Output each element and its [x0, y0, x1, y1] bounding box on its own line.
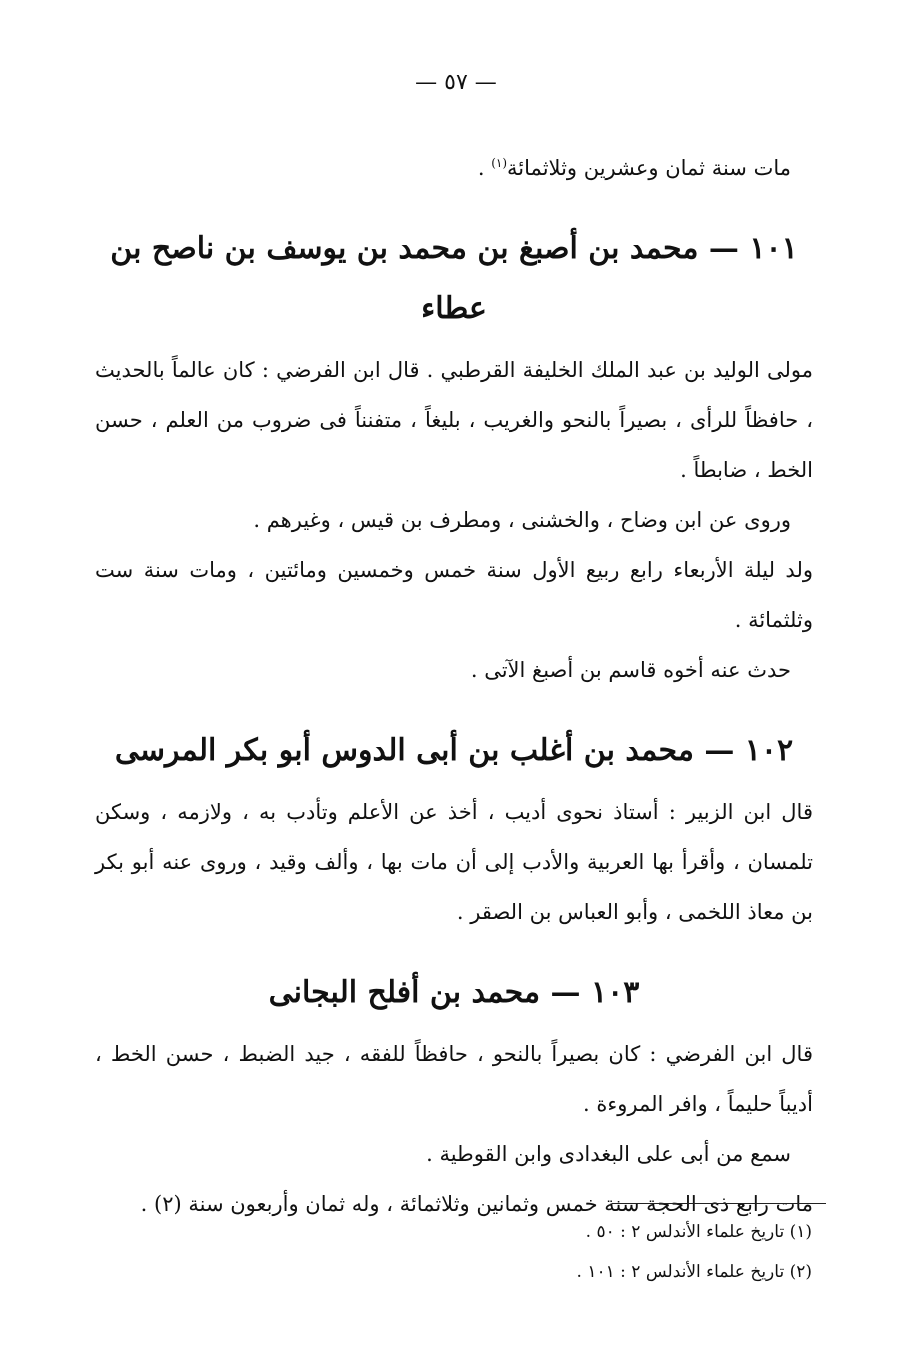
footnote-1: (١) تاريخ علماء الأندلس ٢ : ٥٠ .	[585, 1222, 812, 1242]
entry-heading-102: ١٠٢ — محمد بن أغلب بن أبى الدوس أبو بكر المرسى	[114, 733, 794, 768]
entry-102-para-1: قال ابن الزبير : أستاذ نحوى أديب ، أخذ عن الأعلم وتأدب به ، ولازمه ، وسكن تلمسان ، وأقرأ بها العربية والأدب إلى أن مات بها ، وألف وقيد ، وروى عنه أبو بكر بن معاذ اللخمى ، وأبو العباس بن الصقر .	[95, 800, 813, 924]
intro-end: .	[477, 156, 492, 180]
footnote-divider	[612, 1203, 826, 1204]
entry-103-para-3: مات رابع ذى الحجة سنة خمس وثمانين وثلاثمائة ، وله ثمان وأربعون سنة (٢) .	[140, 1192, 813, 1216]
entry-heading-101: ١٠١ — محمد بن أصبغ بن محمد بن يوسف بن ناصح بن عطاء	[110, 231, 798, 326]
entry-103-para-1: قال ابن الفرضي : كان بصيراً بالنحو ، حافظاً للفقه ، جيد الضبط ، حسن الخط ، أديباً حليماً ، وافر المروءة .	[95, 1042, 813, 1116]
entry-101-para-4: حدث عنه أخوه قاسم بن أصبغ الآتى .	[470, 658, 791, 682]
entry-101-para-2: وروى عن ابن وضاح ، والخشنى ، ومطرف بن قيس ، وغيرهم .	[253, 508, 791, 532]
page-body	[95, 138, 813, 1229]
footnotes	[300, 1212, 812, 1292]
entry-101-para-3: ولد ليلة الأربعاء رابع ربيع الأول سنة خمس وخمسين ومائتين ، ومات سنة ست وثلثمائة .	[95, 558, 813, 632]
entry-101-para-1: مولى الوليد بن عبد الملك الخليفة القرطبي . قال ابن الفرضي : كان عالماً بالحديث ، حافظاً للرأى ، بصيراً بالنحو والغريب ، بليغاً ، متفنناً فى ضروب من العلم ، حسن الخط ، ضابطاً .	[95, 358, 813, 482]
entry-heading-103: ١٠٣ — محمد بن أفلح البجانى	[268, 975, 640, 1010]
intro-text: مات سنة ثمان وعشرين وثلاثمائة	[507, 156, 791, 180]
intro-line	[95, 138, 813, 193]
entry-103-para-2: سمع من أبى على البغدادى وابن القوطية .	[426, 1142, 791, 1166]
footnote-2: (٢) تاريخ علماء الأندلس ٢ : ١٠١ .	[576, 1262, 812, 1282]
footnote-ref-1: (١)	[491, 156, 508, 170]
page-number: — ٥٧ —	[415, 70, 497, 95]
